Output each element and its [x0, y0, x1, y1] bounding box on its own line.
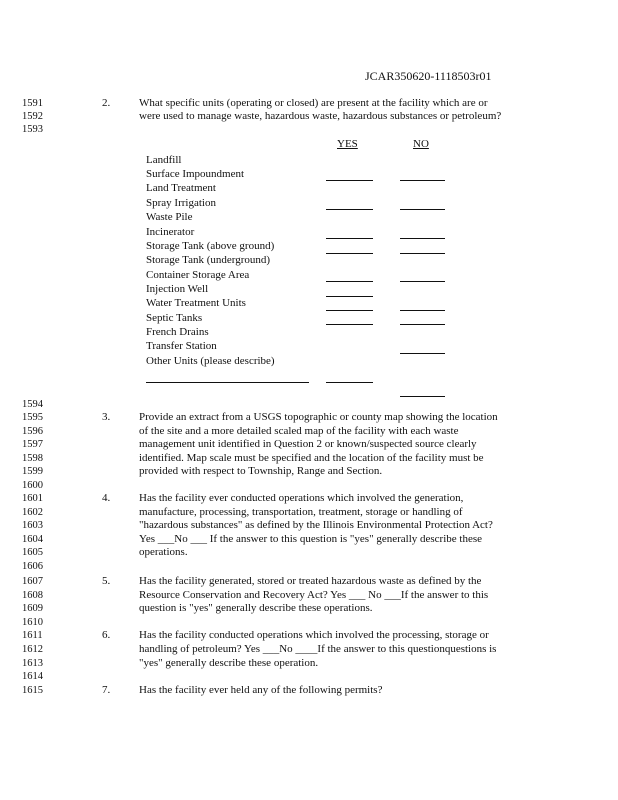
question-text-line: Provide an extract from a USGS topographic or county map showing the location [139, 411, 498, 423]
unit-label: Storage Tank (above ground) [146, 240, 275, 252]
line-number: 1601 [22, 493, 43, 504]
line-number: 1613 [22, 658, 43, 669]
question-text-line: Resource Conservation and Recovery Act? Yes ___ No ___If the answer to this [139, 589, 489, 601]
no-blank[interactable] [400, 396, 445, 397]
unit-label: Incinerator [146, 226, 195, 238]
unit-label: Container Storage Area [146, 269, 250, 281]
question-text-line: What specific units (operating or closed) are present at the facility which are or [139, 97, 488, 109]
unit-label: Landfill [146, 154, 182, 166]
unit-label: Other Units (please describe) [146, 355, 275, 367]
line-number: 1611 [22, 630, 43, 641]
line-number: 1594 [22, 399, 43, 410]
yes-blank[interactable] [326, 382, 373, 383]
no-column-header: NO [413, 138, 429, 150]
unit-label: Land Treatment [146, 182, 216, 194]
question-number: 7. [102, 684, 111, 696]
question-number: 6. [102, 629, 111, 641]
question-text-line: Has the facility ever conducted operations which involved the generation, [139, 492, 464, 504]
line-number: 1598 [22, 453, 43, 464]
yes-blank[interactable] [326, 238, 373, 239]
yes-blank[interactable] [326, 310, 373, 311]
line-number: 1592 [22, 111, 43, 122]
question-text-line: manufacture, processing, transportation, treatment, storage or handling of [139, 506, 463, 518]
no-blank[interactable] [400, 238, 445, 239]
question-text-line: of the site and a more detailed scaled map of the facility with each waste [139, 425, 459, 437]
other-units-description-field[interactable] [146, 382, 309, 383]
question-text-line: Has the facility ever held any of the following permits? [139, 684, 383, 696]
question-text-line: management unit identified in Question 2 or known/suspected source clearly [139, 438, 477, 450]
line-number: 1599 [22, 466, 43, 477]
question-text-line: Has the facility generated, stored or treated hazardous waste as defined by the [139, 575, 482, 587]
line-number: 1609 [22, 603, 43, 614]
no-blank[interactable] [400, 310, 445, 311]
question-text-line: provided with respect to Township, Range and Section. [139, 465, 383, 477]
question-number: 3. [102, 411, 111, 423]
unit-label: Spray Irrigation [146, 197, 216, 209]
line-number: 1593 [22, 124, 43, 135]
unit-label: French Drains [146, 326, 209, 338]
no-blank[interactable] [400, 209, 445, 210]
question-number: 4. [102, 492, 111, 504]
line-number: 1595 [22, 412, 43, 423]
question-text-line: were used to manage waste, hazardous waste, hazardous substances or petroleum? [139, 110, 502, 122]
line-number: 1596 [22, 426, 43, 437]
no-blank[interactable] [400, 353, 445, 354]
yes-blank[interactable] [326, 180, 373, 181]
unit-label: Surface Impoundment [146, 168, 245, 180]
unit-label: Storage Tank (underground) [146, 254, 271, 266]
line-number: 1602 [22, 507, 43, 518]
question-text-line: "yes" generally describe these operation. [139, 657, 319, 669]
question-text-line: "hazardous substances" as defined by the Illinois Environmental Protection Act? [139, 519, 493, 531]
yes-blank[interactable] [326, 209, 373, 210]
yes-blank[interactable] [326, 324, 373, 325]
no-blank[interactable] [400, 281, 445, 282]
line-number: 1600 [22, 480, 43, 491]
question-text-line: Has the facility conducted operations which involved the processing, storage or [139, 629, 489, 641]
question-text-line: question is "yes" generally describe these operations. [139, 602, 373, 614]
line-number: 1608 [22, 590, 43, 601]
yes-blank[interactable] [326, 253, 373, 254]
line-number: 1615 [22, 685, 43, 696]
document-id: JCAR350620-1118503r01 [365, 69, 492, 83]
question-text-line: handling of petroleum? Yes ___No ____If the answer to this questionquestions is [139, 643, 497, 655]
line-number: 1605 [22, 547, 43, 558]
no-blank[interactable] [400, 180, 445, 181]
line-number: 1604 [22, 534, 43, 545]
unit-label: Injection Well [146, 283, 209, 295]
line-number: 1597 [22, 439, 43, 450]
question-text-line: Yes ___No ___ If the answer to this question is "yes" generally describe these [139, 533, 482, 545]
unit-label: Water Treatment Units [146, 297, 246, 309]
line-number: 1607 [22, 576, 43, 587]
line-number: 1591 [22, 98, 43, 109]
question-number: 5. [102, 575, 111, 587]
line-number: 1606 [22, 561, 43, 572]
unit-label: Septic Tanks [146, 312, 203, 324]
no-blank[interactable] [400, 324, 445, 325]
question-text-line: operations. [139, 546, 188, 558]
question-text-line: identified. Map scale must be specified and the location of the facility must be [139, 452, 484, 464]
yes-blank[interactable] [326, 281, 373, 282]
unit-label: Transfer Station [146, 340, 217, 352]
no-blank[interactable] [400, 253, 445, 254]
line-number: 1614 [22, 671, 43, 682]
unit-label: Waste Pile [146, 211, 193, 223]
question-number: 2. [102, 97, 111, 109]
yes-column-header: YES [337, 138, 358, 150]
yes-blank[interactable] [326, 296, 373, 297]
line-number: 1612 [22, 644, 43, 655]
line-number: 1610 [22, 617, 43, 628]
line-number: 1603 [22, 520, 43, 531]
